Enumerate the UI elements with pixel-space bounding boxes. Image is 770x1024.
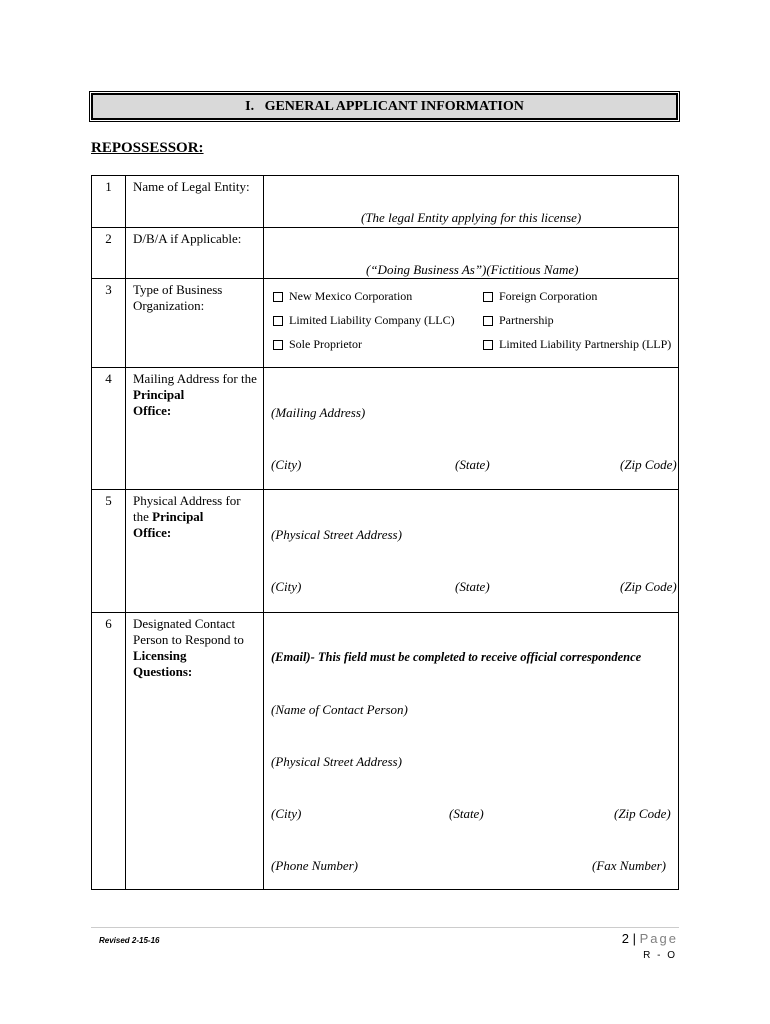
page-number-value: 2 <box>621 931 629 946</box>
city-hint: (City) <box>271 806 302 821</box>
row-number: 4 <box>92 368 126 490</box>
legal-entity-field[interactable] <box>264 176 679 228</box>
row-label-bold: Office: <box>133 403 172 418</box>
physical-address-field[interactable] <box>264 490 679 613</box>
checkbox-icon <box>483 292 493 302</box>
form-row-1 <box>92 176 679 228</box>
field-hint: (The legal Entity applying for this license) <box>361 210 582 225</box>
state-hint: (State) <box>455 579 490 594</box>
form-row-4 <box>92 368 679 490</box>
checkbox-llc[interactable] <box>273 313 455 328</box>
checkbox-label: Sole Proprietor <box>289 337 362 351</box>
zip-hint: (Zip Code) <box>614 806 671 821</box>
row-label-bold: Office: <box>133 525 172 540</box>
fax-hint: (Fax Number) <box>592 858 667 873</box>
row-number: 1 <box>92 176 126 228</box>
footer-divider <box>91 927 679 928</box>
checkbox-partnership[interactable] <box>483 313 554 328</box>
row-label: Name of Legal Entity: <box>126 176 264 228</box>
zip-hint: (Zip Code) <box>620 457 677 472</box>
page-number <box>622 931 678 946</box>
city-hint: (City) <box>271 579 302 594</box>
section-header-title: I. GENERAL APPLICANT INFORMATION <box>245 98 524 114</box>
checkbox-label: Limited Liability Partnership (LLP) <box>499 337 672 351</box>
checkbox-new-mexico-corporation[interactable] <box>273 289 412 304</box>
row-label <box>126 368 264 490</box>
checkbox-label: Limited Liability Company (LLC) <box>289 313 455 327</box>
mailing-address-field[interactable] <box>264 368 679 490</box>
dba-field[interactable] <box>264 228 679 279</box>
row-number: 3 <box>92 279 126 368</box>
address-hint: (Physical Street Address) <box>271 527 402 542</box>
row-label-bold: Principal <box>133 387 185 402</box>
checkbox-icon <box>273 292 283 302</box>
state-hint: (State) <box>455 457 490 472</box>
address-hint: (Mailing Address) <box>271 405 366 420</box>
row-label-bold: Licensing <box>133 648 187 663</box>
checkbox-foreign-corporation[interactable] <box>483 289 597 304</box>
row-number: 2 <box>92 228 126 279</box>
section-header-bar <box>91 93 678 120</box>
row-label <box>126 490 264 613</box>
business-type-field <box>264 279 679 368</box>
row-label: D/B/A if Applicable: <box>126 228 264 279</box>
row-number: 5 <box>92 490 126 613</box>
row-label: Type of Business Organization: <box>126 279 264 368</box>
checkbox-label: Foreign Corporation <box>499 289 598 303</box>
page-separator: | <box>632 931 636 946</box>
checkbox-icon <box>273 340 283 350</box>
form-row-3 <box>92 279 679 368</box>
row-number: 6 <box>92 613 126 890</box>
email-hint: (Email)- This field must be completed to receive official correspondence <box>271 650 642 664</box>
row-label-text: Mailing Address for the <box>133 371 257 386</box>
section-title: REPOSSESSOR: <box>91 140 204 156</box>
applicant-form-table <box>91 175 679 890</box>
checkbox-llp[interactable] <box>483 337 671 352</box>
checkbox-label: Partnership <box>499 313 554 327</box>
contact-person-field[interactable] <box>264 613 679 890</box>
page-word: Page <box>639 931 678 946</box>
revision-date: Revised 2-15-16 <box>99 936 160 945</box>
row-label-text: Designated Contact Person to Respond to <box>133 616 244 647</box>
form-code: R - O <box>643 950 677 961</box>
state-hint: (State) <box>449 806 484 821</box>
checkbox-icon <box>273 316 283 326</box>
checkbox-label: New Mexico Corporation <box>289 289 413 303</box>
zip-hint: (Zip Code) <box>620 579 677 594</box>
row-label <box>126 613 264 890</box>
checkbox-icon <box>483 316 493 326</box>
city-hint: (City) <box>271 457 302 472</box>
phone-hint: (Phone Number) <box>271 858 359 873</box>
row-label-text: Physical Address for the <box>133 493 241 524</box>
row-label-bold: Questions: <box>133 664 193 679</box>
field-hint: (“Doing Business As”)(Fictitious Name) <box>366 262 579 277</box>
checkbox-sole-proprietor[interactable] <box>273 337 362 352</box>
row-label-bold: Principal <box>152 509 204 524</box>
contact-name-hint: (Name of Contact Person) <box>271 702 408 717</box>
form-row-5 <box>92 490 679 613</box>
address-hint: (Physical Street Address) <box>271 754 402 769</box>
form-row-2 <box>92 228 679 279</box>
form-row-6 <box>92 613 679 890</box>
checkbox-icon <box>483 340 493 350</box>
